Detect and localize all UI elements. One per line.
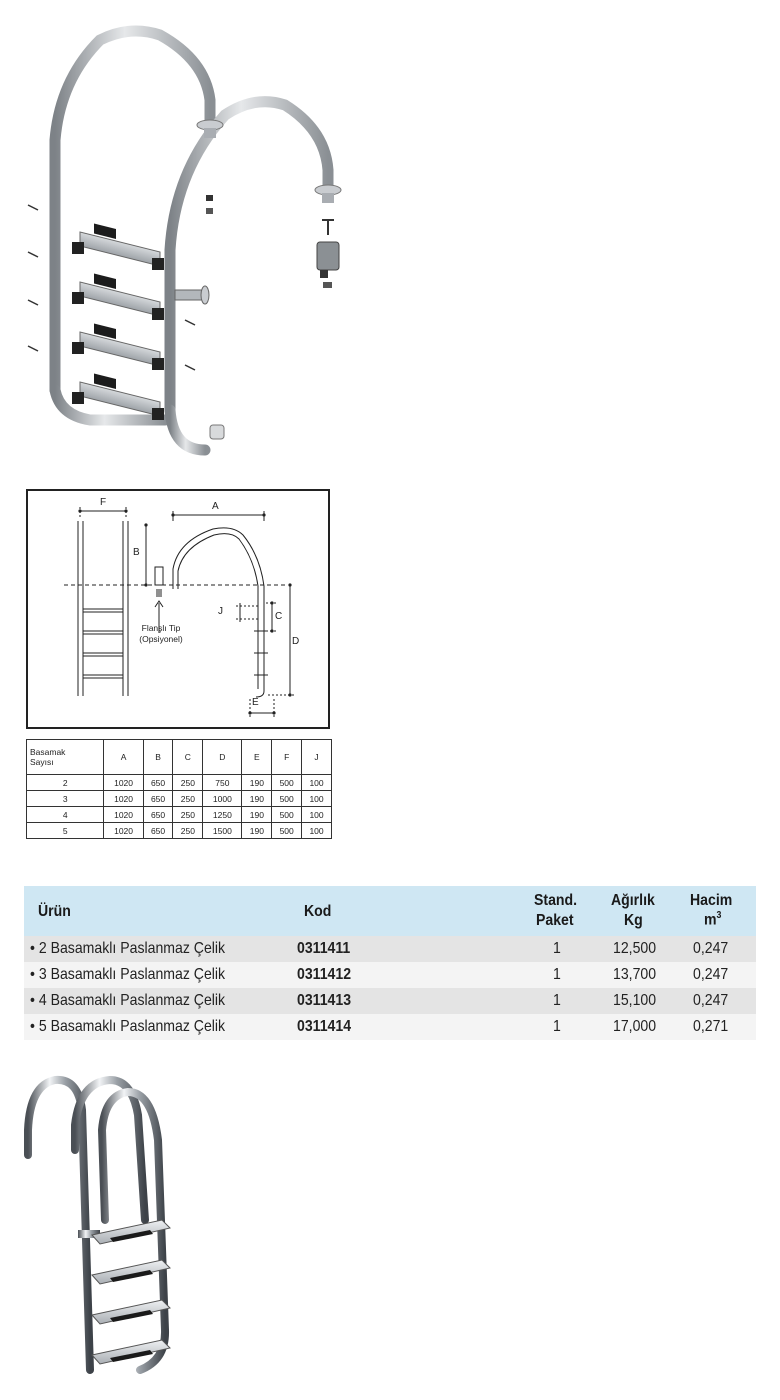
table-cell: 650 [143,807,173,823]
product-name: • 3 Basamaklı Paslanmaz Çelik [30,966,226,983]
step-count-header-line1: Basamak [30,747,66,757]
table-cell: 4 [27,807,104,823]
product-table [24,886,756,1040]
table-cell: 750 [203,775,242,791]
product-package: 1 [553,940,561,957]
table-cell: 100 [302,775,332,791]
table-cell: 190 [242,775,272,791]
dimension-table-header [27,740,332,775]
photo-back-rail [28,1080,90,1370]
header-weight-line1: Ağırlık [611,892,655,909]
product-package: 1 [553,992,561,1009]
col-header: A [104,740,143,775]
table-row [27,775,332,791]
header-volume-sup: 3 [716,910,722,921]
anchor-socket [317,242,339,270]
table-cell: 1020 [104,775,143,791]
product-name: • 2 Basamaklı Paslanmaz Çelik [30,940,226,957]
product-volume: 0,247 [693,940,729,957]
table-cell: 650 [143,823,173,839]
table-cell: 190 [242,807,272,823]
table-row [27,791,332,807]
table-cell: 5 [27,823,104,839]
table-cell: 650 [143,791,173,807]
table-cell: 500 [272,823,302,839]
header-code: Kod [304,903,332,920]
table-cell: 1020 [104,823,143,839]
col-header: E [242,740,272,775]
header-product: Ürün [38,903,71,920]
product-weight: 17,000 [613,1018,657,1035]
drawing-lines [28,491,328,727]
table-cell: 250 [173,823,203,839]
header-volume-line2 [704,910,721,929]
table-cell: 500 [272,807,302,823]
dim-label-e: E [252,697,259,708]
header-volume-line1: Hacim [690,892,733,909]
product-weight: 12,500 [613,940,657,957]
table-cell: 100 [302,823,332,839]
header-volume-unit: m [704,911,717,929]
dim-label-j: J [218,606,223,617]
table-cell: 250 [173,791,203,807]
dim-label-c: C [275,611,283,622]
dim-label-a: A [212,501,219,512]
product-row [24,962,756,988]
table-cell: 190 [242,823,272,839]
product-rows [24,936,756,1040]
table-cell: 3 [27,791,104,807]
table-cell: 190 [242,791,272,807]
product-code: 0311412 [297,966,352,983]
table-cell: 1250 [203,807,242,823]
header-package-line2: Paket [536,912,574,929]
front-handrail [170,102,328,410]
back-handrail [55,31,210,390]
product-weight: 15,100 [613,992,657,1009]
table-cell: 500 [272,775,302,791]
flange-note-line2: (Opsiyonel) [139,634,183,644]
product-package: 1 [553,1018,561,1035]
table-cell: 100 [302,791,332,807]
table-cell: 1020 [104,791,143,807]
product-row [24,988,756,1014]
steps-exploded [72,223,164,420]
table-row [27,807,332,823]
header-package-line1: Stand. [534,892,578,909]
col-header: D [203,740,242,775]
product-code: 0311411 [297,940,351,957]
technical-drawing [26,489,330,729]
col-header: C [173,740,203,775]
table-cell: 2 [27,775,104,791]
dim-label-b: B [133,547,140,558]
col-header: B [143,740,173,775]
table-cell: 1000 [203,791,242,807]
product-table-header [24,886,756,936]
dim-label-d: D [292,636,300,647]
ladder-product-photo [20,1070,250,1390]
flange-note-line1: Flanşlı Tip [141,623,181,633]
product-code: 0311413 [297,992,352,1009]
table-cell: 500 [272,791,302,807]
exploded-ladder-illustration [20,20,360,470]
product-volume: 0,247 [693,992,729,1009]
table-cell: 1020 [104,807,143,823]
col-header: F [272,740,302,775]
dim-label-f: F [100,497,107,508]
step-count-header-line2: Sayısı [30,757,54,767]
product-row [24,936,756,962]
dimension-table [26,739,332,839]
product-weight: 13,700 [613,966,657,983]
end-cap [210,425,224,439]
header-weight-line2: Kg [624,912,643,929]
table-cell: 1500 [203,823,242,839]
step-count-header [27,740,104,775]
table-cell: 250 [173,807,203,823]
table-cell: 100 [302,807,332,823]
table-cell: 650 [143,775,173,791]
table-row [27,823,332,839]
product-package: 1 [553,966,561,983]
flange-note [131,623,191,645]
product-volume: 0,271 [693,1018,729,1035]
product-code: 0311414 [297,1018,352,1035]
product-name: • 4 Basamaklı Paslanmaz Çelik [30,992,226,1009]
product-name: • 5 Basamaklı Paslanmaz Çelik [30,1018,226,1035]
table-cell: 250 [173,775,203,791]
product-row [24,1014,756,1040]
product-volume: 0,247 [693,966,729,983]
col-header: J [302,740,332,775]
